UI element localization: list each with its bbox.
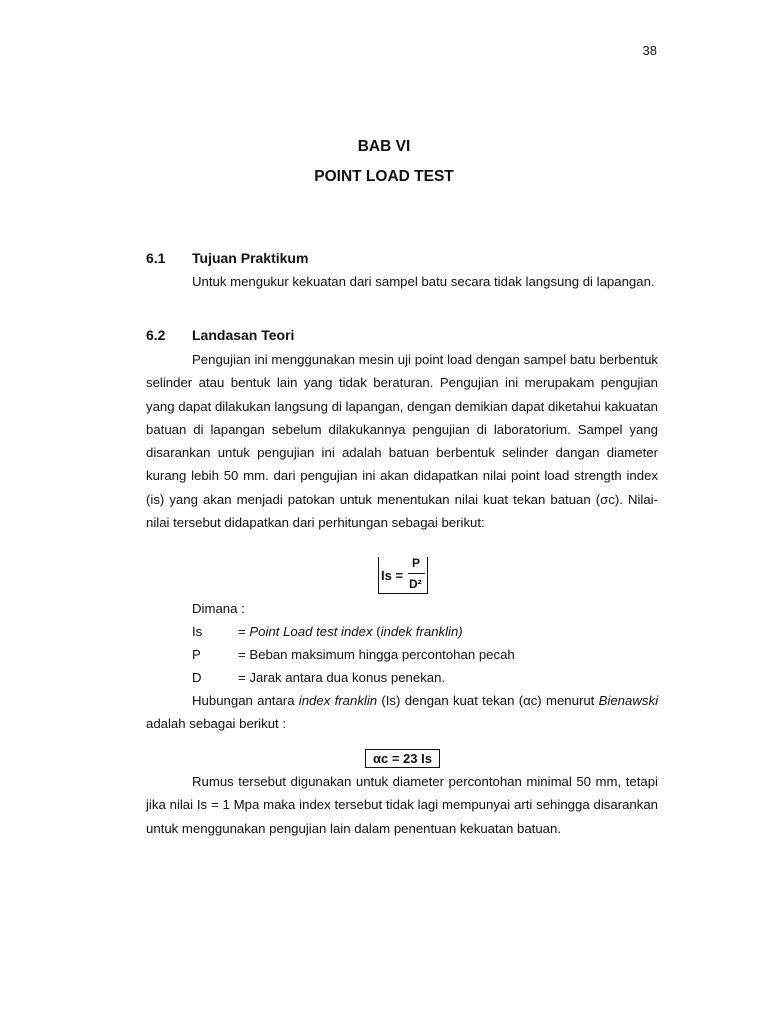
hubungan-text-1: Hubungan antara [192,693,299,708]
section-heading-6-2 [146,327,294,343]
hubungan-italic-2: Bienawski [598,693,658,708]
section-number: 6.1 [146,250,166,266]
definition-symbol: P [192,647,201,662]
hubungan-text-3: adalah sebagai berikut : [146,716,287,732]
page-number: 38 [642,43,657,58]
definition-equals: = [238,670,250,685]
definition-desc: Jarak antara dua konus penekan. [249,670,446,685]
hubungan-italic-1: index franklin [298,693,378,708]
definition-desc-2: indek franklin) [380,624,463,639]
definition-is [192,622,463,642]
section-2-paragraph: Pengujian ini menggunakan mesin uji point load dengan sampel batu berbentuk selinder atau bentuk lain yang tidak beraturan. Pengujian ini merupakam pengujian yang dapat dilakukan langsung di lapangan, dengan demikian dapat diketahui kakuatan batuan di lapangan sebelum dilakukannya pengujian di laboratorium. Sampel yang disarankan untuk pengujian ini adalah batuan berbentuk selinder dangan diameter kurang lebih 50 mm. dari pengujian ini akan didapatkan nilai point load strength index (is) yang akan menjadi patokan untuk menentukan nilai kuat tekan batuan (σc). Nilai-nilai tersebut didapatkan dari perhitungan sebagai berikut: [146,352,658,531]
formula-lhs: Is = [381,568,404,583]
fraction-bar [408,573,425,574]
section-1-paragraph: Untuk mengukur kekuatan dari sampel batu secara tidak langsung di lapangan. [192,274,655,289]
definition-paren: ( [372,624,381,639]
definition-desc: Point Load test index [249,624,373,639]
definition-p [192,645,515,665]
chapter-number: BAB VI [357,138,411,155]
formula-denominator: D² [409,577,422,591]
definition-symbol: Is [192,624,203,639]
closing-paragraph: Rumus tersebut digunakan untuk diameter percontohan minimal 50 mm, tetapi jika nilai Is = 1 Mpa maka index tersebut tidak lagi mempunyai arti sehingga disarankan untuk menggunakan pengujian lain dalam penentuan kekuatan batuan. [146,774,658,836]
section-title: Landasan Teori [192,327,295,343]
definition-equals: = [238,624,250,639]
definition-desc: Beban maksimum hingga percontohan pecah [249,647,515,662]
hubungan-paragraph [146,689,658,736]
definition-symbol: D [192,670,202,685]
hubungan-text-2: (Is) dengan kuat tekan (αc) menurut [377,693,599,708]
chapter-title: POINT LOAD TEST [314,168,454,185]
formula-numerator: P [412,556,421,570]
dimana-label: Dimana : [192,601,245,616]
definition-equals: = [238,647,250,662]
point-load-index-formula [378,557,428,594]
definition-d [192,668,445,688]
section-heading-6-1 [146,250,308,266]
compressive-strength-formula: αc = 23 Is [365,749,440,768]
section-number: 6.2 [146,327,166,343]
section-title: Tujuan Praktikum [192,250,309,266]
